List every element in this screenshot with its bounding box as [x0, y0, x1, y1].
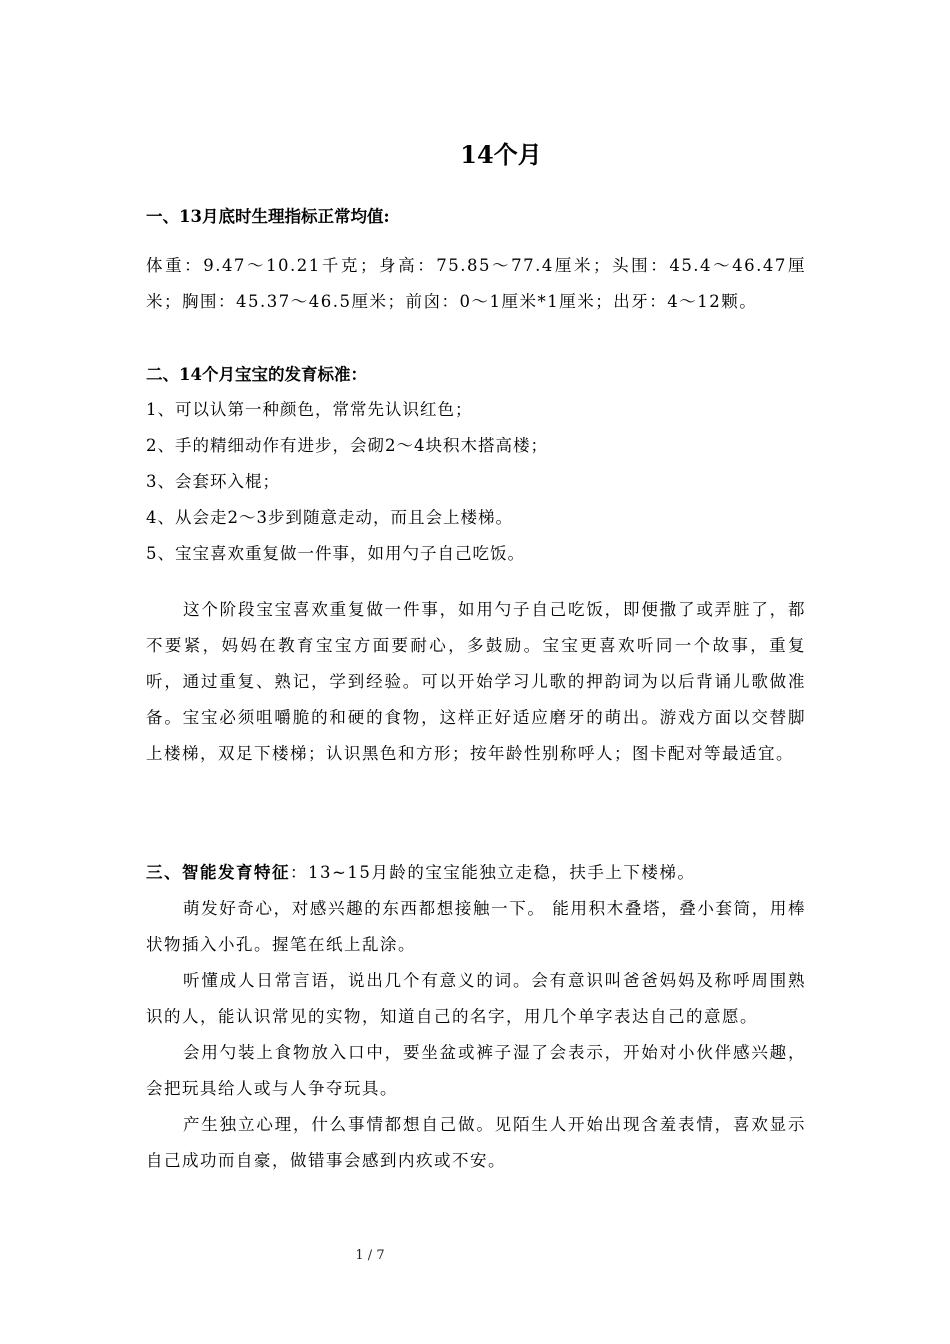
- section-heading-vital-stats: 一、13月底时生理指标正常均值:: [146, 207, 390, 226]
- list-item: 2、手的精细动作有进步，会砌2～4块积木搭高楼；: [146, 436, 548, 455]
- vital-stats-text: 体重：9.47～10.21千克；身高：75.85～77.4厘米；头围：45.4～46.47厘米；胸围：45.37～46.5厘米；前囟：0～1厘米*1厘米；出牙：4～12颗。: [146, 256, 806, 311]
- section-heading-label: 三、智能发育特征: [146, 863, 290, 882]
- list-item: 5、宝宝喜欢重复做一件事，如用勺子自己吃饭。: [146, 544, 525, 563]
- intellectual-paragraph: 萌发好奇心，对感兴趣的东西都想接触一下。 能用积木叠塔，叠小套筒，用棒状物插入小孔。握笔在纸上乱涂。: [146, 899, 806, 954]
- development-paragraph: 这个阶段宝宝喜欢重复做一件事，如用勺子自己吃饭，即便撒了或弄脏了，都不要紧，妈妈在教育宝宝方面要耐心，多鼓励。宝宝更喜欢听同一个故事，重复听，通过重复、熟记，学到经验。可以开始学习儿歌的押韵词为以后背诵儿歌做准备。宝宝必须咀嚼脆的和硬的食物，这样正好适应磨牙的萌出。游戏方面以交替脚上楼梯，双足下楼梯；认识黑色和方形；按年龄性别称呼人；图卡配对等最适宜。: [146, 600, 806, 763]
- section-heading-development: 二、14个月宝宝的发育标准：: [146, 365, 367, 384]
- intellectual-paragraph: 会用勺装上食物放入口中，要坐盆或裤子湿了会表示，开始对小伙伴感兴趣，会把玩具给人或与人争夺玩具。: [146, 1043, 806, 1098]
- section-heading-intellectual: [146, 855, 806, 891]
- list-item: 1、可以认第一种颜色，常常先认识红色；: [146, 400, 473, 419]
- intellectual-paragraph: 产生独立心理，什么事情都想自己做。见陌生人开始出现含羞表情，喜欢显示自己成功而自豪，做错事会感到内疚或不安。: [146, 1115, 806, 1170]
- section-heading-suffix: ：13~15月龄的宝宝能独立走稳，扶手上下楼梯。: [290, 863, 696, 882]
- section-development-standards: [146, 358, 806, 772]
- page-title: 14个月: [460, 140, 542, 169]
- page-number: 1 / 7: [355, 1248, 385, 1263]
- section-intellectual-development: [146, 855, 806, 1179]
- intellectual-paragraph: 听懂成人日常言语，说出几个有意义的词。会有意识叫爸爸妈妈及称呼周围熟识的人，能认识常见的实物，知道自己的名字，用几个单字表达自己的意愿。: [146, 971, 806, 1026]
- list-item: 3、会套环入棍；: [146, 472, 280, 491]
- list-item: 4、从会走2～3步到随意走动，而且会上楼梯。: [146, 508, 513, 527]
- section-vital-stats: [146, 200, 806, 320]
